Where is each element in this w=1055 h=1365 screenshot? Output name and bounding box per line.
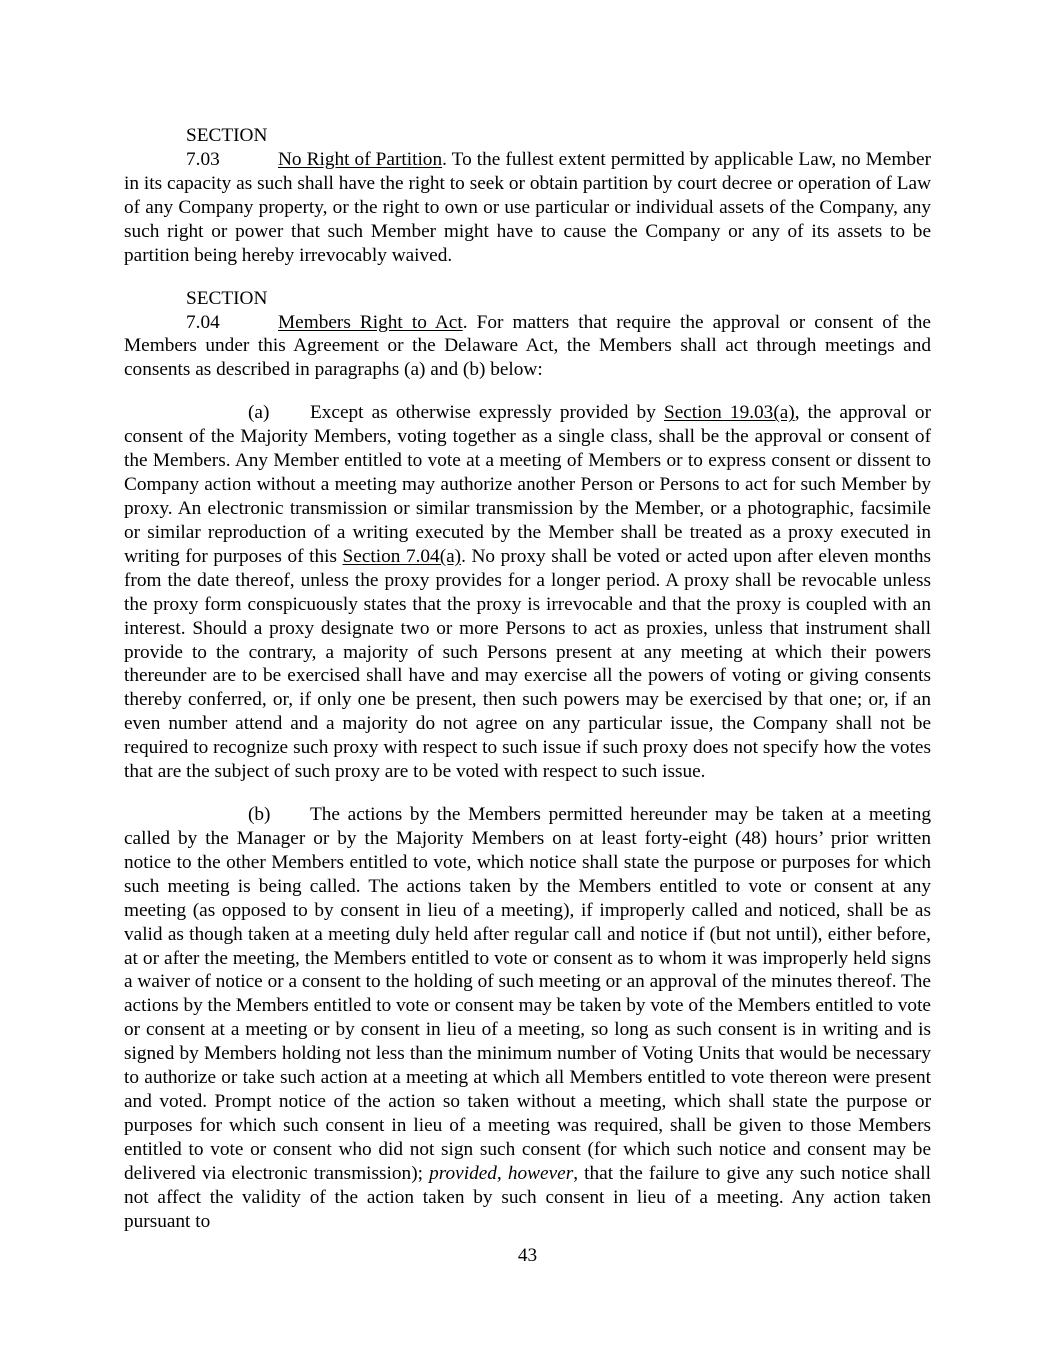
section-body-text: . To the fullest extent permitted by applicable Law, no Member in its capacity as such shall have the right to seek or obtain partition by court decree or operation of Law of any Company property, or the right to own or use particular or individual assets of the Company, any such right or power that such Member might have to cause the Company or any of its assets to be partition being hereby irrevocably waived. (124, 148, 931, 266)
subparagraph-b (124, 803, 931, 1233)
italic-proviso: provided, however (429, 1162, 574, 1184)
subparagraph-text: Except as otherwise expressly provided by (310, 402, 664, 424)
subparagraph-text: , that the failure to give any such notice shall not affect the validity of the action taken by such consent in lieu of a meeting. Any action taken pursuant to (124, 1162, 931, 1232)
section-heading: Members Right to Act (278, 311, 463, 333)
subparagraph-label: (a) (248, 402, 270, 424)
document-page (124, 124, 931, 1253)
section-body-text: . For matters that require the approval or consent of the Members under this Agreement or the Delaware Act, the Members shall act through meetings and consents as described in paragraphs (a) and (b) below: (124, 311, 931, 381)
section-heading: No Right of Partition (278, 148, 443, 170)
section-7-03-paragraph (124, 124, 931, 267)
subparagraph-a (124, 401, 931, 784)
section-number: SECTION 7.04 (186, 287, 268, 333)
page-number: 43 (517, 1245, 538, 1266)
subparagraph-text: , the approval or consent of the Majority Members, voting together as a single class, shall be the approval or consent of the Members. Any Member entitled to vote at a meeting of Members or to express consent or dissent to Company action without a meeting may authorize another Person or Persons to act for such Member by proxy. An electronic transmission or similar transmission by the Member, or a photographic, facsimile or similar reproduction of a writing executed by the Member shall be treated as a proxy executed in writing for purposes of this (124, 402, 931, 567)
subparagraph-label: (b) (248, 804, 271, 826)
subparagraph-text: The actions by the Members permitted hereunder may be taken at a meeting called by the Manager or by the Majority Members on at least forty-eight (48) hours’ prior written notice to the other Members entitled to vote, which notice shall state the purpose or purposes for which such meeting is being called. The actions taken by the Members entitled to vote or consent at any meeting (as opposed to by consent in lieu of a meeting), if improperly called and noticed, shall be as valid as though taken at a meeting duly held after regular call and notice if (but not until), either before, at or after the meeting, the Members entitled to vote or consent as to whom it was improperly held signs a waiver of notice or a consent to the holding of such meeting or an approval of the minutes thereof. The actions by the Members entitled to vote or consent may be taken by vote of the Members entitled to vote or consent at a meeting or by consent in lieu of a meeting, so long as such consent is in writing and is signed by Members holding not less than the minimum number of Voting Units that would be necessary to authorize or take such action at a meeting at which all Members entitled to vote thereon were present and voted. Prompt notice of the action so taken without a meeting, which shall state the purpose or purposes for which such consent in lieu of a meeting was required, shall be given to those Members entitled to vote or consent who did not sign such consent (for which such notice and consent may be delivered via electronic transmission); (124, 804, 931, 1184)
cross-reference: Section 7.04(a) (342, 545, 462, 567)
section-7-04-paragraph (124, 287, 931, 383)
section-number: SECTION 7.03 (186, 125, 268, 170)
subparagraph-text: . No proxy shall be voted or acted upon after eleven months from the date thereof, unless the proxy provides for a longer period. A proxy shall be revocable unless the proxy form conspicuously states that the proxy is irrevocable and that the proxy is coupled with an interest. Should a proxy designate two or more Persons to act as proxies, unless that instrument shall provide to the contrary, a majority of such Persons present at any meeting at which their powers thereunder are to be exercised shall have and may exercise all the powers of voting or giving consents thereby conferred, or, if only one be present, then such powers may be exercised by that one; or, if an even number attend and a majority do not agree on any particular issue, the Company shall not be required to recognize such proxy with respect to such issue if such proxy does not specify how the votes that are the subject of such proxy are to be voted with respect to such issue. (124, 545, 932, 783)
cross-reference: Section 19.03(a) (663, 402, 795, 424)
